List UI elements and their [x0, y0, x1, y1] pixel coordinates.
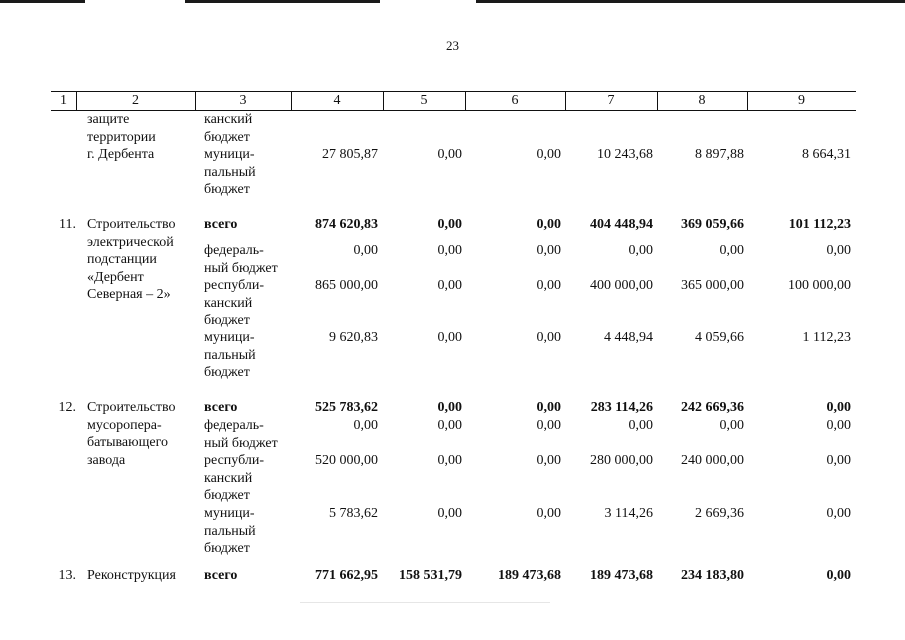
col-header-6: 6: [511, 93, 519, 108]
row-source-label: республи- канский бюджет: [204, 278, 264, 328]
row-name: Строительство электрической подстанции «Дербент Северная – 2»: [87, 217, 176, 302]
page-number: 23: [446, 38, 459, 53]
scan-edge-mid: [185, 0, 380, 3]
cell-col6: 189 473,68: [498, 568, 561, 583]
cell-col6: 0,00: [536, 243, 561, 258]
row-source-label: федераль- ный бюджет: [204, 418, 278, 451]
cell-col5: 0,00: [437, 418, 462, 433]
cell-col7: 189 473,68: [590, 568, 653, 583]
cell-col6: 0,00: [536, 147, 561, 162]
cell-col9: 0,00: [826, 568, 851, 583]
row-source-label: федераль- ный бюджет: [204, 243, 278, 276]
row-source-label: всего: [204, 568, 238, 583]
cell-col5: 0,00: [437, 330, 462, 345]
row-name: защите территории г. Дербента: [87, 112, 156, 162]
row-source-label: республи- канский бюджет: [204, 453, 264, 503]
cell-col6: 0,00: [536, 217, 561, 232]
cell-col8: 234 183,80: [681, 568, 744, 583]
cell-col4: 5 783,62: [329, 506, 378, 521]
col-header-4: 4: [333, 93, 341, 108]
cell-col5: 0,00: [437, 278, 462, 293]
cell-col8: 0,00: [719, 418, 744, 433]
row-source-label: муници- пальный бюджет: [204, 506, 256, 556]
cell-col4: 0,00: [353, 418, 378, 433]
cell-col4: 9 620,83: [329, 330, 378, 345]
col-header-8: 8: [698, 93, 706, 108]
cell-col9: 0,00: [826, 453, 851, 468]
cell-col8: 0,00: [719, 243, 744, 258]
cell-col8: 2 669,36: [695, 506, 744, 521]
row-source-label: всего: [204, 400, 238, 415]
cell-col8: 242 669,36: [681, 400, 744, 415]
cell-col4: 865 000,00: [315, 278, 378, 293]
cell-col8: 8 897,88: [695, 147, 744, 162]
row-name: Реконструкция: [87, 568, 176, 583]
cell-col9: 0,00: [826, 418, 851, 433]
scan-edge-right: [476, 0, 905, 3]
column-number-header: [51, 91, 856, 111]
cell-col7: 400 000,00: [590, 278, 653, 293]
row-number: 13.: [58, 568, 76, 583]
cell-col9: 1 112,23: [802, 330, 851, 345]
cell-col9: 101 112,23: [788, 217, 851, 232]
cell-col4: 525 783,62: [315, 400, 378, 415]
col-header-7: 7: [607, 93, 615, 108]
cell-col7: 283 114,26: [590, 400, 653, 415]
row-source-label: муници- пальный бюджет: [204, 330, 256, 380]
cell-col7: 404 448,94: [590, 217, 653, 232]
cell-col9: 100 000,00: [788, 278, 851, 293]
cell-col9: 0,00: [826, 400, 851, 415]
cell-col9: 0,00: [826, 243, 851, 258]
cell-col9: 8 664,31: [802, 147, 851, 162]
cell-col4: 27 805,87: [322, 147, 378, 162]
cell-col7: 0,00: [628, 243, 653, 258]
cell-col4: 0,00: [353, 243, 378, 258]
cell-col7: 4 448,94: [604, 330, 653, 345]
cell-col5: 0,00: [437, 506, 462, 521]
cell-col7: 10 243,68: [597, 147, 653, 162]
col-header-3: 3: [239, 93, 247, 108]
row-source-label: канский бюджет: [204, 112, 253, 145]
row-source-label: муници- пальный бюджет: [204, 147, 256, 197]
row-number: 11.: [59, 217, 76, 232]
cell-col5: 0,00: [437, 147, 462, 162]
cell-col8: 240 000,00: [681, 453, 744, 468]
cell-col6: 0,00: [536, 278, 561, 293]
cell-col5: 158 531,79: [399, 568, 462, 583]
cell-col7: 0,00: [628, 418, 653, 433]
cell-col6: 0,00: [536, 400, 561, 415]
row-name: Строительство мусоропера- батывающего завода: [87, 400, 176, 468]
row-number: 12.: [58, 400, 76, 415]
cell-col4: 874 620,83: [315, 217, 378, 232]
cell-col8: 365 000,00: [681, 278, 744, 293]
row-source-label: всего: [204, 217, 238, 232]
cell-col6: 0,00: [536, 418, 561, 433]
col-header-5: 5: [420, 93, 428, 108]
cell-col4: 520 000,00: [315, 453, 378, 468]
col-header-2: 2: [132, 93, 139, 108]
col-header-1: 1: [60, 93, 67, 108]
cell-col6: 0,00: [536, 453, 561, 468]
cell-col5: 0,00: [437, 217, 462, 232]
col-header-9: 9: [798, 93, 805, 108]
cell-col6: 0,00: [536, 506, 561, 521]
cell-col5: 0,00: [437, 453, 462, 468]
cell-col5: 0,00: [437, 243, 462, 258]
cell-col5: 0,00: [437, 400, 462, 415]
cell-col6: 0,00: [536, 330, 561, 345]
cell-col7: 280 000,00: [590, 453, 653, 468]
cell-col9: 0,00: [826, 506, 851, 521]
cell-col8: 4 059,66: [695, 330, 744, 345]
scan-edge-left: [0, 0, 85, 3]
cell-col8: 369 059,66: [681, 217, 744, 232]
cell-col4: 771 662,95: [315, 568, 378, 583]
scan-artifact-line: [300, 602, 550, 603]
cell-col7: 3 114,26: [604, 506, 653, 521]
